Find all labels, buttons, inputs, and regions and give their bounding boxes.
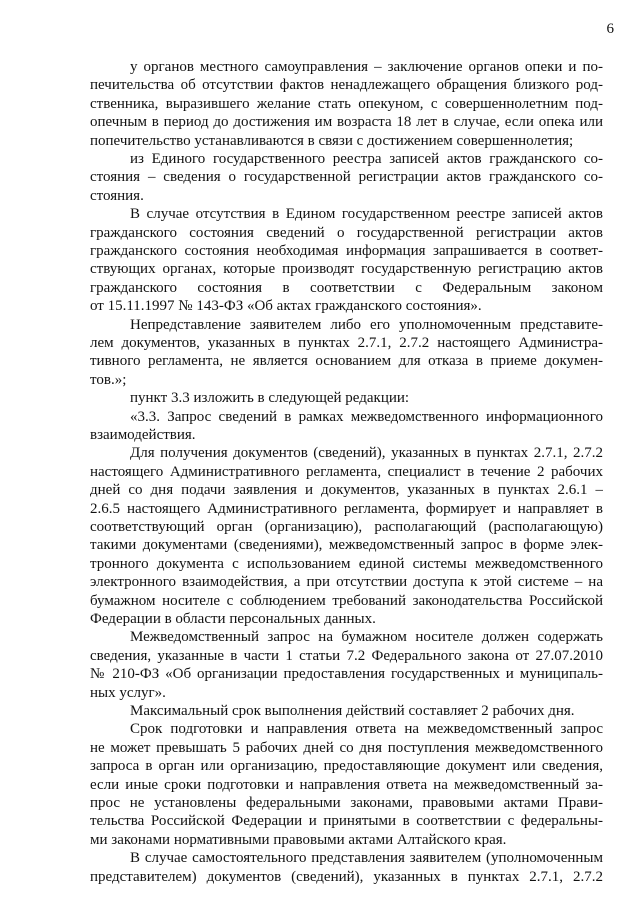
text-line: опечным в период до достижения им возраста 18 лет в случае, если опека или	[90, 114, 603, 131]
text-line: соответствующий орган (организацию), располагающий (располагающую)	[90, 519, 603, 535]
text-line: печительства об отсутствии фактов ненадлежащего обращения близкого род-	[90, 77, 603, 94]
text-line: представителем) документов (сведений), указанных в пунктах 2.7.1, 2.7.2	[90, 868, 603, 885]
text-line: бумажном носителе с соблюдением требований законодательства Российской	[90, 592, 603, 609]
text-line: тельства Российской Федерации и принятыми в соответствии с федеральны-	[90, 813, 603, 830]
text-line: тов.»;	[90, 371, 127, 388]
text-line: электронного взаимодействия, а при отсутствии доступа к этой системе – на	[90, 574, 603, 591]
text-line: прос не установлены федеральными законами, правовыми актами Прави-	[90, 795, 603, 811]
text-line: Непредставление заявителем либо его уполномоченным представите-	[130, 316, 603, 333]
text-line: не может превышать 5 рабочих дней со дня поступления межведомственного	[90, 739, 603, 756]
text-line: ственника, выразившего желание стать опекуном, с совершеннолетним под-	[90, 95, 603, 112]
text-line: В случае отсутствия в Едином государственном реестре записей актов	[130, 206, 603, 223]
text-line: ми законами нормативными правовыми актами Алтайского края.	[90, 831, 507, 848]
text-line: Срок подготовки и направления ответа на межведомственный запрос	[130, 721, 603, 738]
text-line: лем документов, указанных в пунктах 2.7.1, 2.7.2 настоящего Администра-	[90, 335, 603, 351]
page-number: 6	[606, 21, 614, 37]
text-line: В случае самостоятельного представления заявителем (уполномоченным	[130, 850, 603, 867]
text-line: настоящего Административного регламента, специалист в течение 2 рабочих	[90, 463, 603, 480]
text-line: запроса в орган или организацию, предоставляющие документ или сведения,	[90, 758, 603, 775]
text-line: дней со дня подачи заявления и документов, указанных в пунктах 2.6.1 –	[90, 482, 603, 499]
text-line: попечительство устанавливаются в связи с достижением совершеннолетия;	[90, 132, 574, 149]
text-line: сведения, указанные в части 1 статьи 7.2 Федерального закона от 27.07.2010	[90, 647, 603, 664]
text-line: у органов местного самоуправления – заключение органов опеки и по-	[130, 59, 603, 75]
text-line: Для получения документов (сведений), указанных в пунктах 2.7.1, 2.7.2	[130, 445, 603, 462]
text-line: Межведомственный запрос на бумажном носителе должен содержать	[130, 629, 603, 646]
text-line: если иные сроки подготовки и направления ответа на межведомственный за-	[90, 776, 603, 793]
text-line: тронного документа с использованием единой системы межведомственного	[90, 555, 603, 572]
text-line: такими документами (сведениями), межведомственный запрос в форме элек-	[90, 537, 603, 554]
text-line: пункт 3.3 изложить в следующей редакции:	[130, 390, 410, 407]
text-line: стояния – сведения о государственной регистрации актов гражданского со-	[90, 169, 603, 186]
text-line: от 15.11.1997 № 143-ФЗ «Об актах гражданского состояния».	[90, 298, 482, 315]
text-line: из Единого государственного реестра записей актов гражданского со-	[130, 151, 603, 167]
text-line: ствующих органах, которые производят государственную регистрацию актов	[90, 261, 603, 278]
text-line: «3.3. Запрос сведений в рамках межведомственного информационного	[130, 408, 603, 425]
text-line: 2.6.5 настоящего Административного регламента, формирует и направляет в	[90, 500, 603, 517]
text-line: гражданского состояния сведений о государственной регистрации актов	[90, 224, 603, 241]
text-line: гражданского состояния необходимая информация запрашивается в соответ-	[90, 243, 603, 259]
text-line: № 210-ФЗ «Об организации предоставления государственных и муниципаль-	[90, 666, 603, 683]
text-line: тивного регламента, не является основанием для отказа в приеме докумен-	[90, 353, 603, 370]
text-line: стояния.	[90, 187, 144, 204]
text-line: Федерации в области персональных данных.	[90, 611, 376, 627]
text-line: взаимодействия.	[90, 427, 196, 443]
text-line: Максимальный срок выполнения действий составляет 2 рабочих дня.	[130, 703, 575, 719]
text-line: гражданского состояния в соответствии с Федеральным законом	[90, 279, 603, 296]
text-line: ных услуг».	[90, 684, 166, 701]
